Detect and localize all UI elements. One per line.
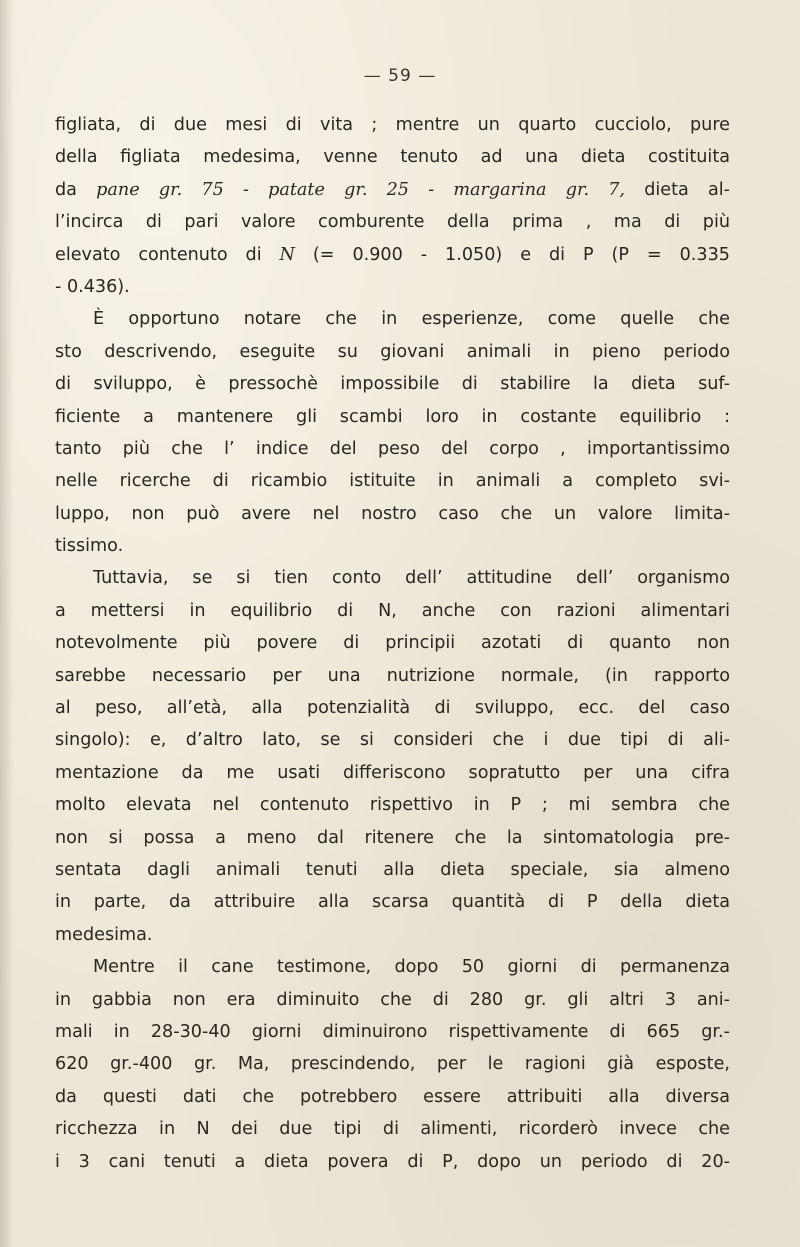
text-line: [55, 530, 730, 562]
text-line: [55, 206, 730, 238]
text-line: [55, 660, 730, 692]
text-run: figliata, di due mesi di vita ; mentre un quarto cucciolo, pure: [55, 115, 730, 135]
text-run: della figliata medesima, venne tenuto ad una dieta costituita: [55, 147, 730, 168]
text-run: ficiente a mantenere gli scambi loro in costante equilibrio :: [55, 406, 730, 427]
text-run: (= 0.900 - 1.050) e di P (P = 0.335: [294, 244, 730, 265]
text-line: [55, 627, 730, 659]
text-run: tanto più che l’ indice del peso del corpo , importantissimo: [55, 438, 730, 459]
text-line: [55, 465, 730, 497]
text-line: [55, 822, 730, 854]
text-run: in parte, da attribuire alla scarsa quantità di P della dieta: [55, 892, 730, 913]
text-run: luppo, non può avere nel nostro caso che un valore limita-: [55, 503, 730, 524]
text-run: tissimo.: [55, 536, 124, 557]
text-run: singolo): e, d’altro lato, se si consideri che i due tipi di ali-: [55, 730, 730, 751]
text-run: di sviluppo, è pressochè impossibile di stabilire la dieta suf-: [55, 374, 730, 395]
text-line: [55, 757, 730, 789]
text-line: [55, 401, 730, 433]
text-run: Mentre il cane testimone, dopo 50 giorni di permanenza: [93, 957, 730, 978]
text-run: al peso, all’età, alla potenzialità di sviluppo, ecc. del caso: [55, 698, 730, 719]
text-run: - 0.436).: [55, 276, 130, 297]
text-run: in gabbia non era diminuito che di 280 gr. gli altri 3 ani-: [55, 989, 730, 1010]
text-run: sarebbe necessario per una nutrizione normale, (in rapporto: [55, 665, 730, 686]
binding-shadow: [0, 0, 14, 1247]
text-line: [55, 368, 730, 400]
text-run: ricchezza in N dei due tipi di alimenti, ricorderò invece che: [55, 1119, 730, 1140]
text-run: da questi dati che potrebbero essere attribuiti alla diversa: [55, 1086, 730, 1107]
text-run: nelle ricerche di ricambio istituite in animali a completo svi-: [55, 471, 730, 492]
text-run: l’incirca di pari valore comburente della prima , ma di più: [55, 212, 730, 233]
text-line: [55, 1048, 730, 1080]
text-run: È opportuno notare che in esperienze, come quelle che: [93, 309, 730, 330]
text-line: [55, 336, 730, 368]
text-run: notevolmente più povere di principii azotati di quanto non: [55, 633, 730, 654]
text-run: molto elevata nel contenuto rispettivo in P ; mi sembra che: [55, 795, 730, 816]
text-run: sto descrivendo, eseguite su giovani animali in pieno periodo: [55, 341, 730, 362]
text-run: mentazione da me usati differiscono sopratutto per una cifra: [55, 762, 730, 783]
text-run: sentata dagli animali tenuti alla dieta speciale, sia almeno: [55, 859, 730, 880]
text-line: [55, 433, 730, 465]
text-run: medesima.: [55, 924, 153, 945]
text-line: [55, 174, 730, 206]
text-line: [55, 562, 730, 594]
text-run: mali in 28-30-40 giorni diminuirono rispettivamente di 665 gr.-: [55, 1021, 730, 1042]
text-run: a mettersi in equilibrio di N, anche con razioni alimentari: [55, 600, 730, 621]
text-line: [55, 1016, 730, 1048]
text-run: N: [279, 244, 295, 265]
text-line: [55, 239, 730, 271]
text-line: [55, 595, 730, 627]
text-line: [55, 854, 730, 886]
page-number: — 59 —: [363, 66, 437, 86]
text-line: [55, 1146, 730, 1178]
text-line: [55, 498, 730, 530]
text-run: dieta al-: [625, 179, 730, 200]
text-run: non si possa a meno dal ritenere che la sintomatologia pre-: [55, 827, 730, 848]
text-line: [55, 789, 730, 821]
text-line: [55, 1113, 730, 1145]
text-line: [55, 692, 730, 724]
text-run: elevato contenuto di: [55, 244, 280, 265]
text-line: [55, 141, 730, 173]
body-text: [55, 109, 730, 1178]
text-run: 620 gr.-400 gr. Ma, prescindendo, per le ragioni già esposte,: [55, 1054, 730, 1075]
text-line: [55, 1081, 730, 1113]
text-line: [55, 984, 730, 1016]
text-line: [55, 951, 730, 983]
text-line: [55, 271, 730, 303]
text-line: [55, 303, 730, 335]
text-run: pane gr. 75 - patate gr. 25 - margarina gr. 7,: [96, 179, 626, 200]
text-line: [55, 109, 730, 141]
text-run: i 3 cani tenuti a dieta povera di P, dopo un periodo di 20-: [55, 1151, 730, 1172]
text-line: [55, 886, 730, 918]
text-line: [55, 919, 730, 951]
text-run: da: [55, 179, 97, 200]
text-run: Tuttavia, se si tien conto dell’ attitudine dell’ organismo: [93, 568, 730, 589]
text-line: [55, 724, 730, 756]
